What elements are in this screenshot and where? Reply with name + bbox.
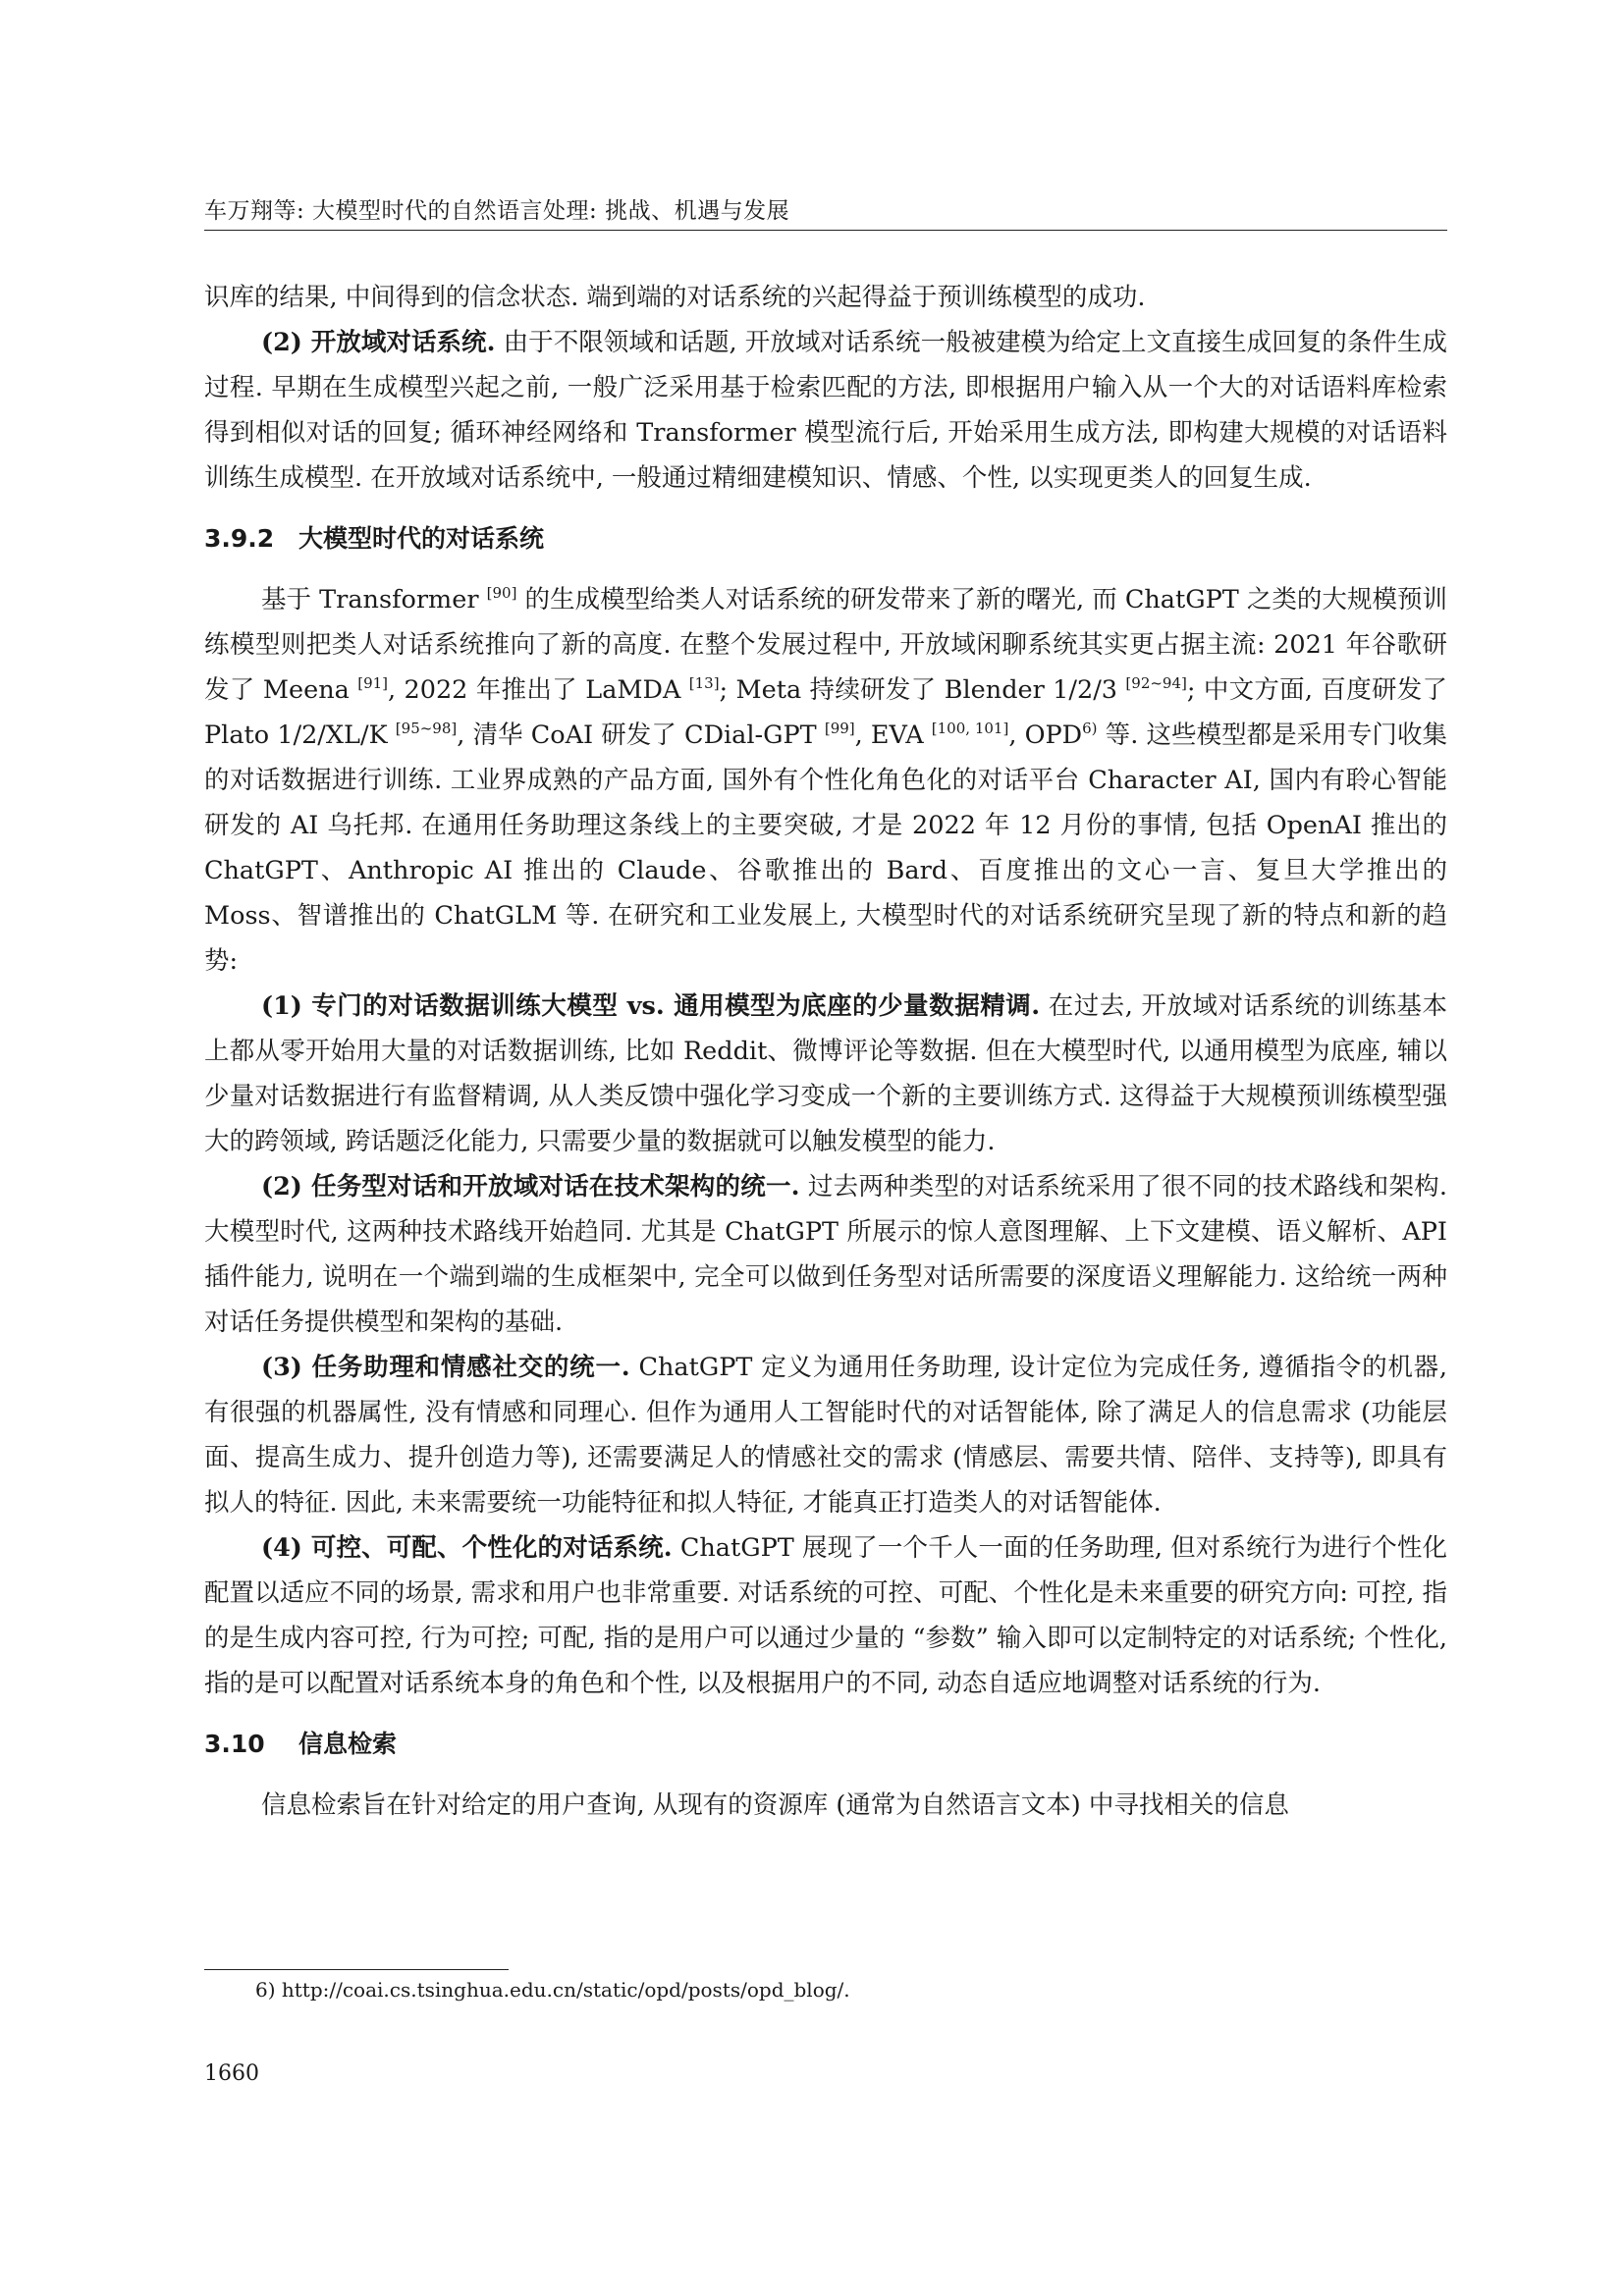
paragraph-lead: (2) 开放域对话系统. [261,328,496,357]
paragraph-information-retrieval: 信息检索旨在针对给定的用户查询, 从现有的资源库 (通常为自然语言文本) 中寻找相关的信息 [261,1790,1289,1820]
text-span: , 2022 年推出了 LaMDA [388,675,689,705]
page-number: 1660 [204,2061,259,2086]
text-span: 基于 Transformer [261,585,487,614]
section-title: 信息检索 [298,1730,398,1758]
section-heading-3-10 [204,1722,1447,1767]
paragraph-lead: (1) 专门的对话数据训练大模型 vs. 通用模型为底座的少量数据精调. [261,991,1041,1021]
citation: [91] [357,674,389,692]
footnote: 6) http://coai.cs.tsinghua.edu.cn/static/opd/posts/opd_blog/. [255,1978,850,2002]
section-number: 3.10 [204,1730,265,1758]
paragraph-text: ChatGPT 定义为通用任务助理, 设计定位为完成任务, 遵循指令的机器, 有很强的机器属性, 没有情感和同理心. 但作为通用人工智能时代的对话智能体, 除了满足人的信息需求 (功能层面、提高生成力、提升创造力等), 还需要满足人的情感社交的需求 (情感层、需要共情、陪伴、支持等), 即具有拟人的特征. 因此, 未来需要统一功能特征和拟人特征, 才能真正打造类人的对话智能体. [204,1353,1447,1518]
citation: [99] [824,720,855,737]
text-span: ; Meta 持续研发了 Blender 1/2/3 [719,675,1126,705]
text-span: , EVA [854,721,932,750]
text-span: ; 中文方面, 百度研发了 Plato 1/2/XL/K [204,675,1448,750]
text-span: 的生成模型给类人对话系统的研发带来了新的曙光, 而 ChatGPT 之类的大规模预训练模型则把类人对话系统推向了新的高度. 在整个发展过程中, 开放域闲聊系统其实更占据主流: 2021 年谷歌研发了 Meena [204,585,1448,705]
citation: [100, 101] [931,720,1009,737]
paragraph-trend-2 [204,1164,1447,1345]
paragraph-open-domain-dialogue [204,320,1447,501]
citation: [92~94] [1125,674,1187,692]
text-span: 等. 这些模型都是采用专门收集的对话数据进行训练. 工业界成熟的产品方面, 国外有个性化角色化的对话平台 Character AI, 国内有聆心智能研发的 AI 乌托邦. 在通用任务助理这条线上的主要突破, 才是 2022 年 12 月份的事情, 包括 OpenAI 推出的 ChatGPT、Anthropic AI 推出的 Claude、谷歌推出的 Bard、百度推出的文心一言、复旦大学推出的 Moss、智谱推出的 ChatGLM 等. 在研究和工业发展上, 大模型时代的对话系统研究呈现了新的特点和新的趋势: [204,721,1448,976]
footnote-rule [204,1969,509,1970]
paragraph-llm-dialogue [204,577,1447,984]
paragraph-lead: (3) 任务助理和情感社交的统一. [261,1353,630,1382]
paragraph-lead: (4) 可控、可配、个性化的对话系统. [261,1533,673,1563]
paragraph-text: 在过去, 开放域对话系统的训练基本上都从零开始用大量的对话数据训练, 比如 Reddit、微博评论等数据. 但在大模型时代, 以通用模型为底座, 辅以少量对话数据进行有监督精调, 从人类反馈中强化学习变成一个新的主要训练方式. 这得益于大规模预训练模型强大的跨领域, 跨话题泛化能力, 只需要少量的数据就可以触发模型的能力. [204,991,1447,1156]
section-title: 大模型时代的对话系统 [298,524,545,553]
paragraph-text: ChatGPT 展现了一个千人一面的任务助理, 但对系统行为进行个性化配置以适应不同的场景, 需求和用户也非常重要. 对话系统的可控、可配、个性化是未来重要的研究方向: 可控, 指的是生成内容可控, 行为可控; 可配, 指的是用户可以通过少量的 “参数” 输入即可以定制特定的对话系统; 个性化, 指的是可以配置对话系统本身的角色和个性, 以及根据用户的不同, 动态自适应地调整对话系统的行为. [204,1533,1447,1698]
paragraph-text: 过去两种类型的对话系统采用了很不同的技术路线和架构. 大模型时代, 这两种技术路线开始趋同. 尤其是 ChatGPT 所展示的惊人意图理解、上下文建模、语义解析、API 插件能力, 说明在一个端到端的生成框架中, 完全可以做到任务型对话所需要的深度语义理解能力. 这给统一两种对话任务提供模型和架构的基础. [204,1172,1447,1337]
running-header: 车万翔等: 大模型时代的自然语言处理: 挑战、机遇与发展 [204,198,790,224]
citation: [90] [486,584,517,602]
paragraph-trend-1 [204,984,1447,1164]
paragraph-lead: (2) 任务型对话和开放域对话在技术架构的统一. [261,1172,800,1201]
text-span: , OPD [1008,721,1083,750]
header-rule [204,230,1447,231]
paragraph-text: 由于不限领域和话题, 开放域对话系统一般被建模为给定上文直接生成回复的条件生成过程. 早期在生成模型兴起之前, 一般广泛采用基于检索匹配的方法, 即根据用户输入从一个大的对话语料库检索得到相似对话的回复; 循环神经网络和 Transformer 模型流行后, 开始采用生成方法, 即构建大规模的对话语料训练生成模型. 在开放域对话系统中, 一般通过精细建模知识、情感、个性, 以实现更类人的回复生成. [204,328,1447,493]
paragraph: 识库的结果, 中间得到的信念状态. 端到端的对话系统的兴起得益于预训练模型的成功. [204,283,1146,312]
citation: [95~98] [395,720,458,737]
paragraph-trend-4 [204,1525,1447,1706]
section-heading-3-9-2 [204,516,1447,561]
section-number: 3.9.2 [204,524,275,553]
body-text [204,275,1447,1828]
footnote-marker: 6) [1082,720,1098,737]
citation: [13] [688,674,720,692]
paragraph-trend-3 [204,1345,1447,1525]
text-span: , 清华 CoAI 研发了 CDial-GPT [457,721,825,750]
